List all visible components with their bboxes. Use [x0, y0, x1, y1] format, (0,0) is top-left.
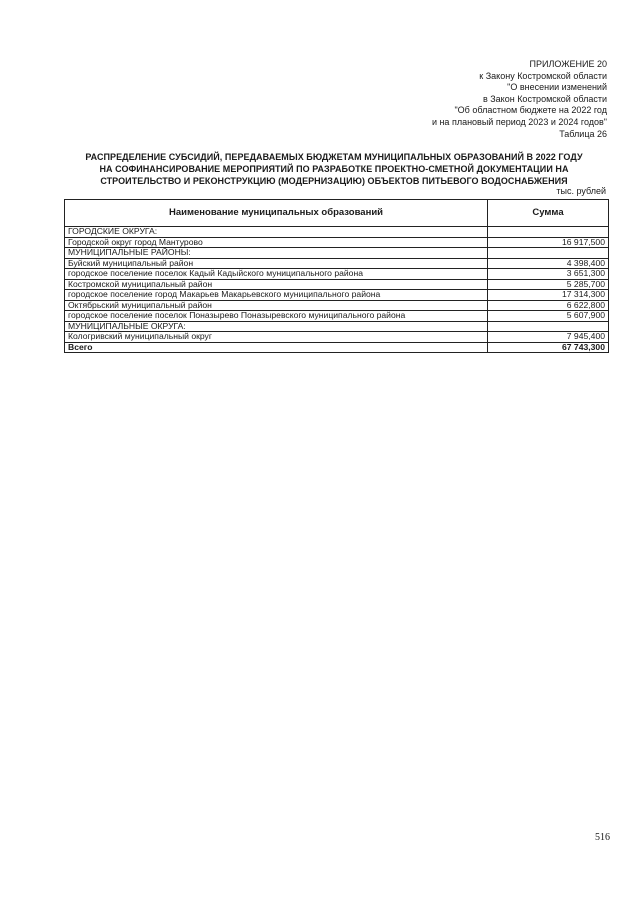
- page-number: 516: [595, 832, 610, 843]
- table-row: [65, 300, 609, 311]
- appendix-line: "Об областном бюджете на 2022 год: [454, 105, 607, 116]
- row-amount: 5 607,900: [488, 311, 609, 322]
- table-row: [65, 248, 609, 259]
- row-name: ГОРОДСКИЕ ОКРУГА:: [65, 227, 488, 238]
- header-name: Наименование муниципальных образований: [65, 200, 488, 227]
- table-row: [65, 290, 609, 301]
- appendix-line: "О внесении изменений: [507, 82, 607, 93]
- table-row: [65, 237, 609, 248]
- row-name: Буйский муниципальный район: [65, 258, 488, 269]
- row-amount: [488, 227, 609, 238]
- table-row: [65, 258, 609, 269]
- row-amount: 3 651,300: [488, 269, 609, 280]
- row-amount: 4 398,400: [488, 258, 609, 269]
- table-row: [65, 227, 609, 238]
- row-amount: 7 945,400: [488, 332, 609, 343]
- row-name: городское поселение город Макарьев Макарьевского муниципального района: [65, 290, 488, 301]
- table-row: [65, 332, 609, 343]
- total-amount: 67 743,300: [488, 342, 609, 353]
- total-label: Всего: [65, 342, 488, 353]
- total-row: [65, 342, 609, 353]
- table-number: Таблица 26: [559, 128, 607, 139]
- row-name: МУНИЦИПАЛЬНЫЕ ОКРУГА:: [65, 321, 488, 332]
- row-name: МУНИЦИПАЛЬНЫЕ РАЙОНЫ:: [65, 248, 488, 259]
- appendix-line: в Закон Костромской области: [482, 93, 607, 104]
- appendix-header: [432, 59, 607, 140]
- header-amount: Сумма: [488, 200, 609, 227]
- row-amount: [488, 321, 609, 332]
- appendix-line: ПРИЛОЖЕНИЕ 20: [529, 59, 607, 69]
- document-title: [64, 152, 604, 187]
- row-amount: 6 622,800: [488, 300, 609, 311]
- table-row: [65, 321, 609, 332]
- unit-label: тыс. рублей: [556, 186, 606, 196]
- title-line: НА СОФИНАНСИРОВАНИЕ МЕРОПРИЯТИЙ ПО РАЗРАБОТКЕ ПРОЕКТНО-СМЕТНОЙ ДОКУМЕНТАЦИИ НА: [99, 163, 569, 174]
- row-amount: 16 917,500: [488, 237, 609, 248]
- row-amount: [488, 248, 609, 259]
- row-amount: 5 285,700: [488, 279, 609, 290]
- title-line: РАСПРЕДЕЛЕНИЕ СУБСИДИЙ, ПЕРЕДАВАЕМЫХ БЮДЖЕТАМ МУНИЦИПАЛЬНЫХ ОБРАЗОВАНИЙ В 2022 ГОДУ: [85, 152, 583, 162]
- title-line: СТРОИТЕЛЬСТВО И РЕКОНСТРУКЦИЮ (МОДЕРНИЗАЦИЮ) ОБЪЕКТОВ ПИТЬЕВОГО ВОДОСНАБЖЕНИЯ: [100, 175, 568, 186]
- row-name: Костромской муниципальный район: [65, 279, 488, 290]
- table-row: [65, 269, 609, 280]
- row-name: городское поселение поселок Поназырево Поназыревского муниципального района: [65, 311, 488, 322]
- row-name: Октябрьский муниципальный район: [65, 300, 488, 311]
- row-name: городское поселение поселок Кадый Кадыйского муниципального района: [65, 269, 488, 280]
- subsidy-table: [64, 199, 609, 353]
- appendix-line: и на плановый период 2023 и 2024 годов": [431, 116, 607, 127]
- table-row: [65, 311, 609, 322]
- row-name: Городской округ город Мантурово: [65, 237, 488, 248]
- appendix-line: к Закону Костромской области: [479, 70, 607, 81]
- table-row: [65, 279, 609, 290]
- table-header-row: [65, 200, 609, 227]
- row-name: Кологривский муниципальный округ: [65, 332, 488, 343]
- row-amount: 17 314,300: [488, 290, 609, 301]
